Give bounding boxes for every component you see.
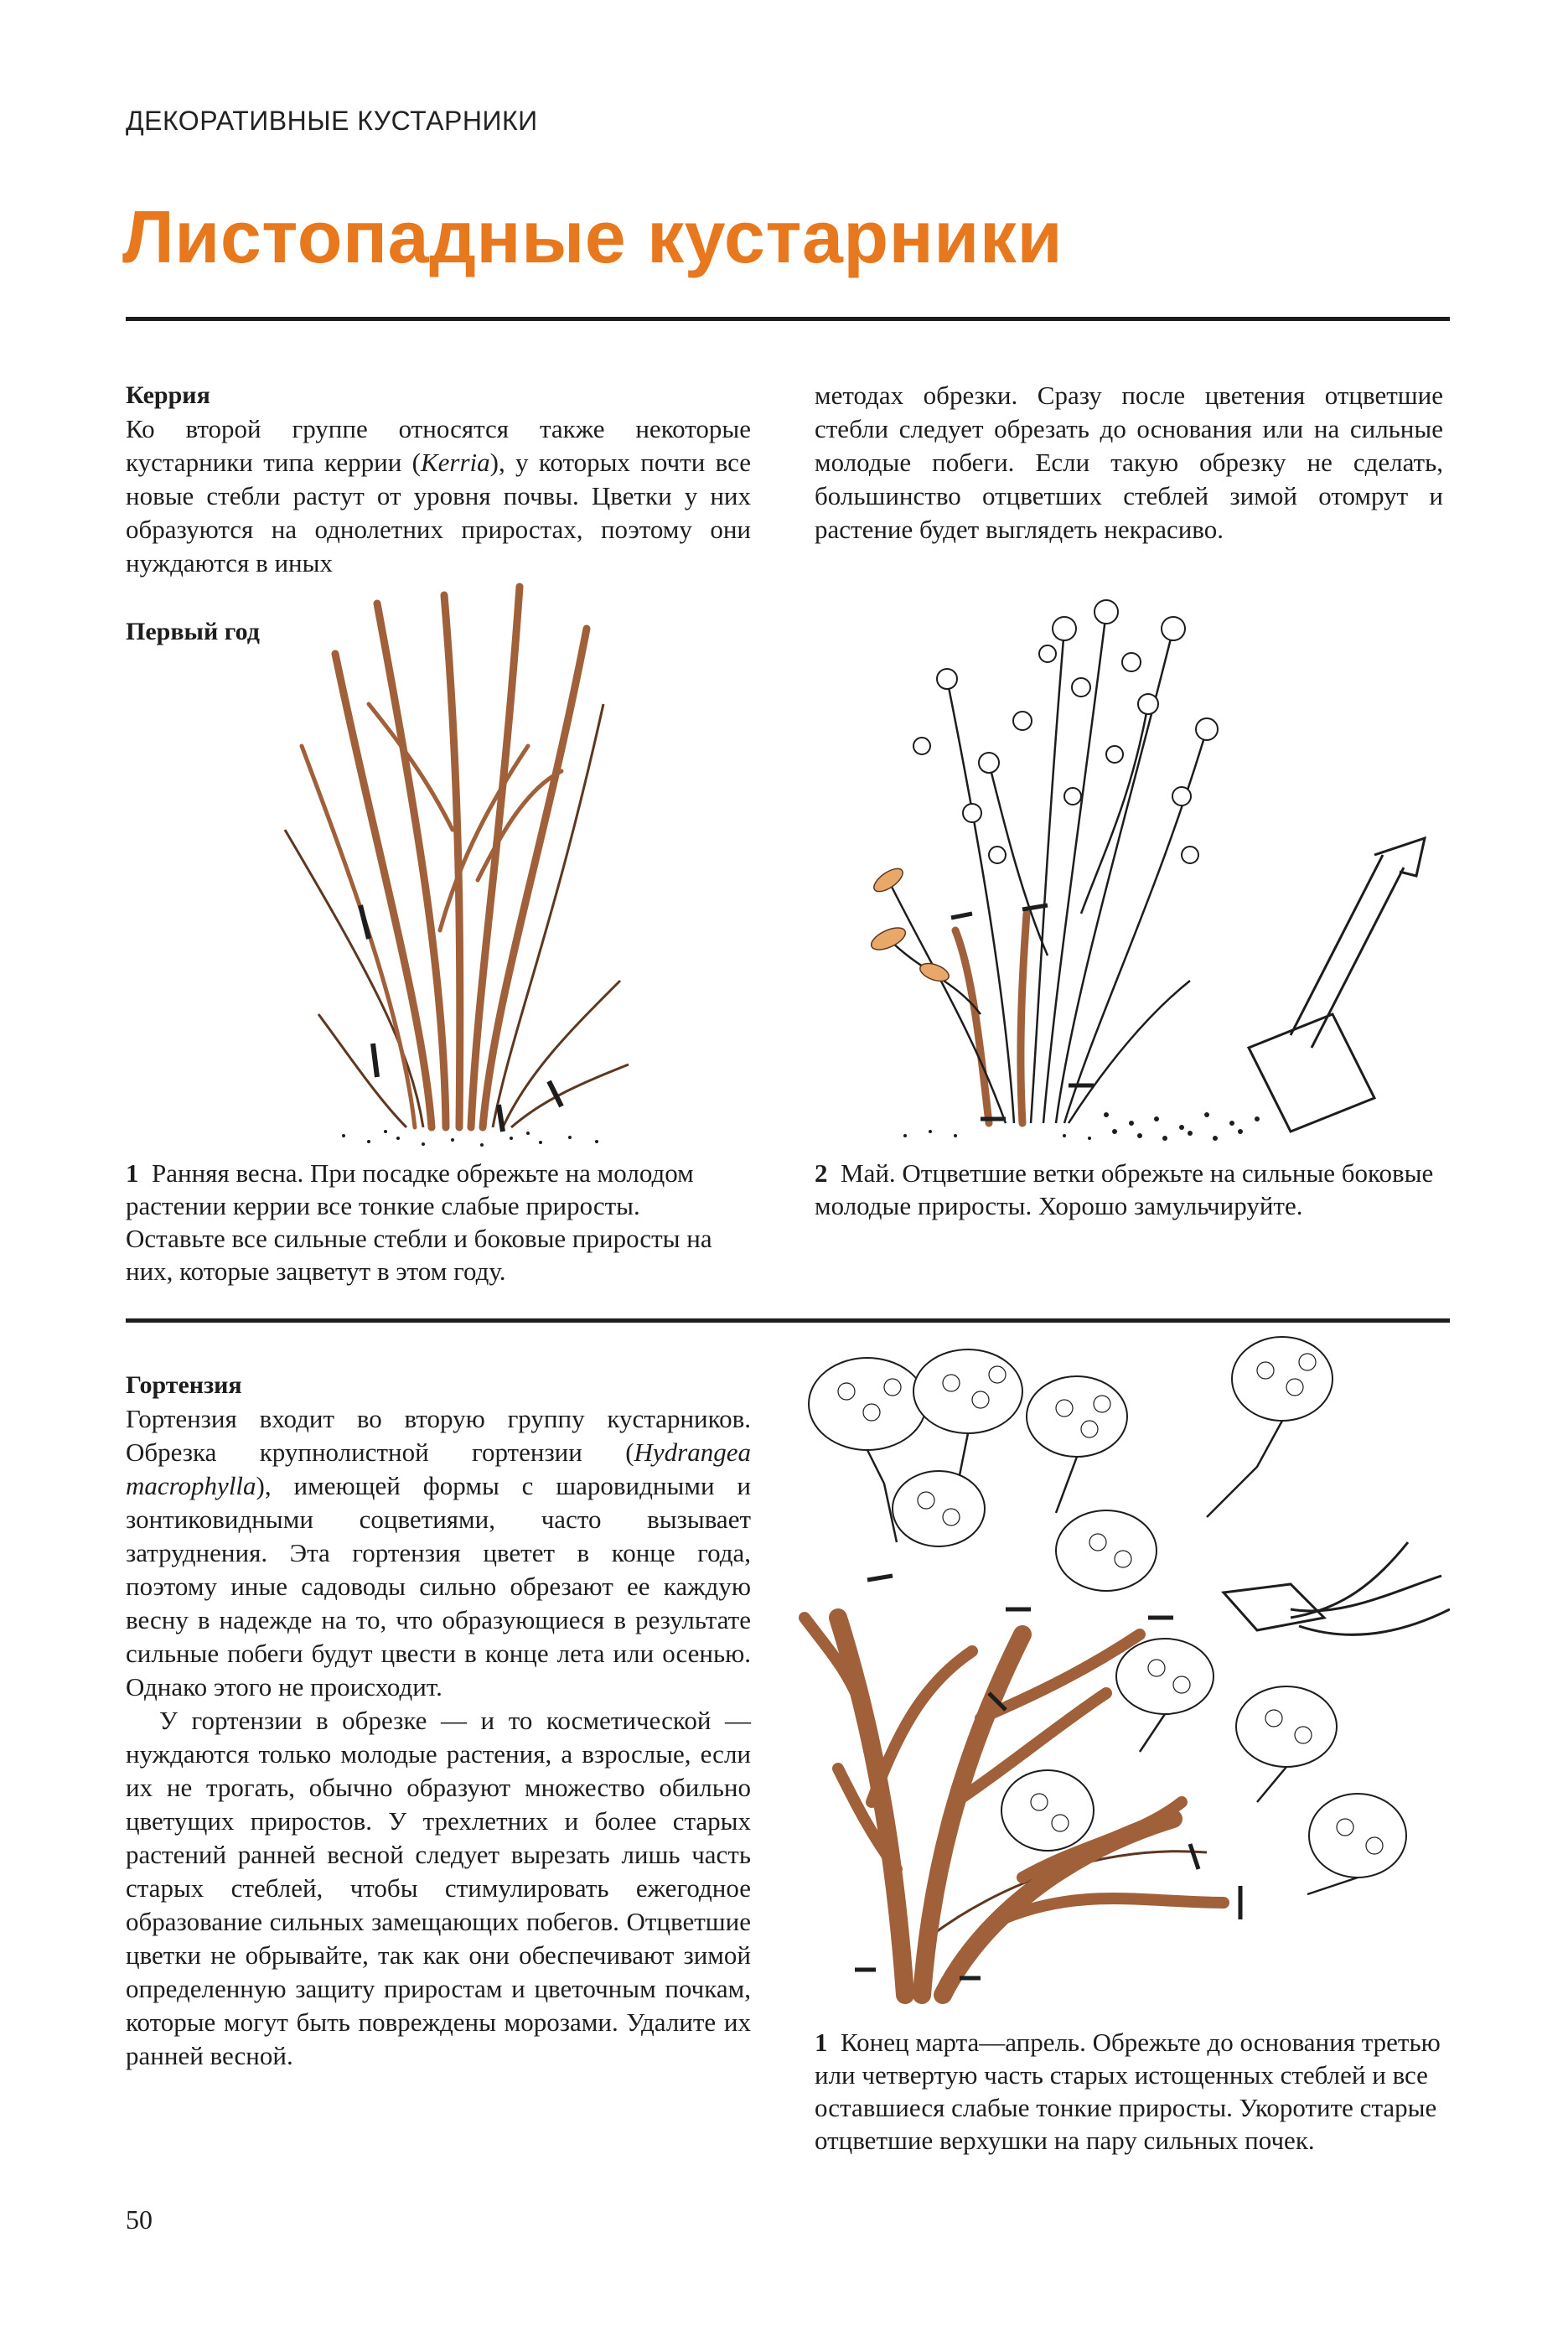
hydrangea-paragraph-1: Гортензия входит во вторую группу кустарников. Обрезка крупнолистной гортензии (Hydrangea macrophylla), имеющей формы с шаровидными и зонтиковидными соцветиями, часто вызывает затруднения. Эта гортензия цветет в конце года, поэтому иные садоводы сильно обрезают ее каждую весну в надежде на то, что образующиеся в результате сильные побеги будут цвести в конце лета или осенью. Однако этого не происходит. (126, 1404, 751, 1701)
kerria-figure-1-illustration (251, 578, 737, 1157)
kerria-intro-paragraph: Ко второй группе относятся также некоторые кустарники типа керрии (Kerria), у которых почти все новые стебли растут от уровня почвы. Цветки у них образуются на однолетних приростах, поэтому они нуждаются в иных (126, 414, 751, 578)
kerria-intro (126, 379, 751, 580)
figure-caption-text: Конец марта—апрель. Обрежьте до основания третью или четвертую часть старых истощенных стеблей и все оставшиеся слабые тонкие приросты. Укоротите старые отцветшие верхушки на пару сильных почек. (815, 2028, 1441, 2155)
hydrangea-figure-illustration (788, 1333, 1450, 2012)
hydrangea-latin-name: Hydrangea macrophylla (126, 1437, 751, 1500)
kerria-figure-2-caption (815, 1157, 1443, 1222)
hydrangea-heading: Гортензия (126, 1371, 242, 1399)
hydrangea-text (126, 1369, 751, 2073)
kerria-heading: Керрия (126, 381, 210, 409)
figure-number: 2 (815, 1158, 828, 1188)
section-label: ДЕКОРАТИВНЫЕ КУСТАРНИКИ (126, 106, 538, 136)
figure-number: 1 (126, 1158, 139, 1188)
page-number: 50 (126, 2204, 153, 2235)
kerria-continuation (815, 379, 1443, 546)
page-title: Листопадные кустарники (122, 195, 1063, 278)
figure-number: 1 (815, 2028, 828, 2057)
kerria-latin-name: Kerria (420, 448, 490, 477)
hydrangea-figure-caption (815, 2026, 1443, 2157)
title-divider (126, 317, 1450, 321)
figure-caption-text: Ранняя весна. При посадке обрежьте на молодом растении керрии все тонкие слабые приросты. Оставьте все сильные стебли и боковые приросты на них, которые зацветут в этом году. (126, 1158, 712, 1286)
first-year-label: Первый год (126, 618, 260, 645)
figure-caption-text: Май. Отцветшие ветки обрежьте на сильные боковые молодые приросты. Хорошо замульчируйте. (815, 1158, 1434, 1220)
hydrangea-paragraph-2: У гортензии в обрезке — и то косметической — нуждаются только молодые растения, а взрослые, если их не трогать, обычно образуют множество обильно цветущих приростов. У трехлетних и более старых растений ранней весной следует вырезать лишь часть старых стеблей, чтобы стимулировать ежегодное образование сильных замещающих побегов. Отцветшие цветки не обрывайте, так как они обеспечивают зимой определенную защиту приростам и цветочным почкам, которые могут быть повреждены морозами. Удалите их ранней весной. (126, 1706, 751, 2070)
section-divider (126, 1318, 1450, 1323)
kerria-continuation-paragraph: методах обрезки. Сразу после цветения отцветшие стебли следует обрезать до основания или на сильные молодые побеги. Если такую обрезку не сделать, большинство отцветших стеблей зимой отомрут и растение будет выглядеть некрасиво. (815, 381, 1443, 544)
kerria-figure-2-illustration (855, 578, 1458, 1157)
kerria-figure-1-caption (126, 1157, 746, 1287)
